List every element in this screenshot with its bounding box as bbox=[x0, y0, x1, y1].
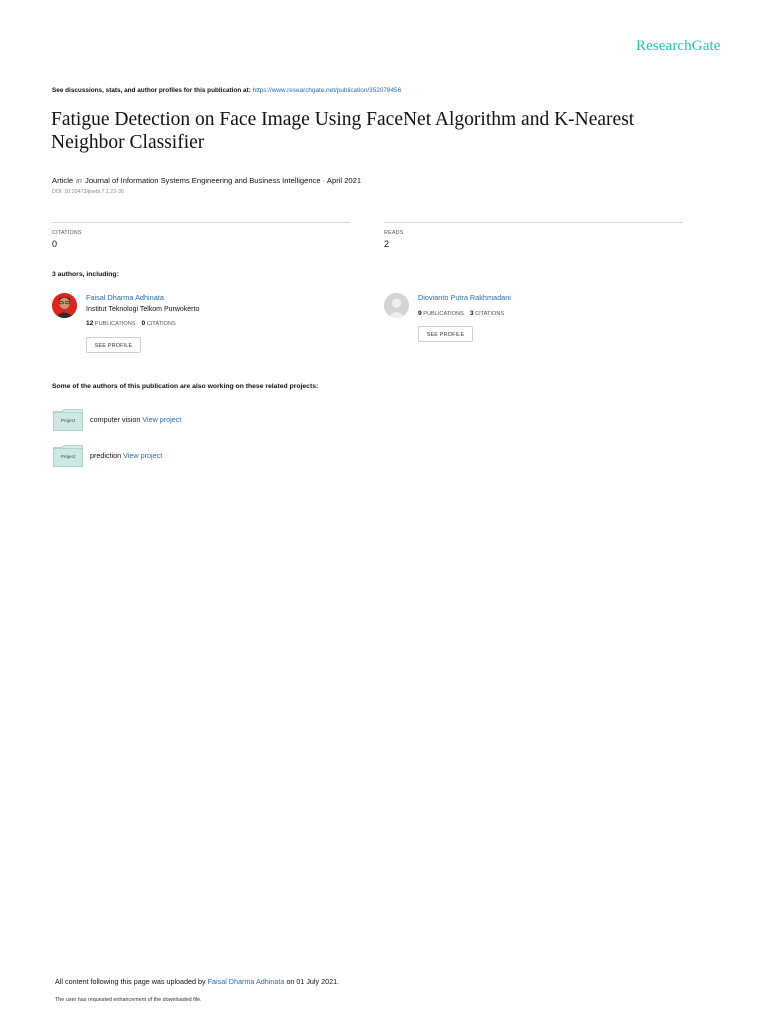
author-publications-count: 12 bbox=[86, 320, 94, 327]
author-photo-icon bbox=[52, 293, 77, 318]
author-publications-label: PUBLICATIONS bbox=[94, 321, 136, 327]
journal-venue-date: Journal of Information Systems Engineering and Business Intelligence · April 2021 bbox=[85, 176, 362, 185]
article-type: Article bbox=[52, 176, 74, 185]
citations-value: 0 bbox=[52, 239, 58, 249]
author-stats bbox=[86, 320, 176, 327]
author-citations-label: CITATIONS bbox=[475, 311, 505, 317]
view-project-link[interactable]: View project bbox=[123, 451, 163, 460]
article-in-word: in bbox=[76, 176, 83, 185]
author-citations-count: 0 bbox=[141, 320, 146, 327]
related-projects-heading: Some of the authors of this publication are also working on these related projects: bbox=[52, 383, 319, 390]
project-badge-text: Project bbox=[60, 454, 76, 459]
project-name: prediction bbox=[90, 451, 122, 460]
upload-info-line bbox=[55, 977, 339, 986]
author-stats bbox=[418, 310, 504, 317]
project-folder-icon[interactable] bbox=[53, 409, 83, 431]
reads-divider bbox=[384, 222, 683, 223]
doi-text: DOI: 10.20473/jisebi.7.1.22-30 bbox=[52, 189, 124, 195]
author-citations-label: CITATIONS bbox=[146, 321, 176, 327]
project-badge-text: Project bbox=[60, 418, 76, 423]
uploader-link[interactable]: Faisal Dharma Adhinata bbox=[207, 977, 285, 986]
citations-label: CITATIONS bbox=[52, 230, 82, 236]
article-info-line bbox=[52, 176, 361, 185]
upload-prefix: All content following this page was uploaded by bbox=[55, 977, 206, 986]
reads-label: READS bbox=[384, 230, 404, 236]
upload-suffix: on 01 July 2021. bbox=[286, 977, 340, 986]
author-publications-count: 9 bbox=[418, 310, 422, 317]
project-line bbox=[90, 415, 181, 424]
author-name-link[interactable]: Faisal Dharma Adhinata bbox=[86, 293, 164, 302]
default-avatar-icon bbox=[384, 293, 409, 318]
reads-value: 2 bbox=[384, 239, 390, 249]
see-discussions-line bbox=[52, 87, 401, 94]
enhancement-note: The user has requested enhancement of the downloaded file. bbox=[55, 997, 202, 1003]
see-profile-button[interactable]: SEE PROFILE bbox=[86, 337, 141, 353]
publication-title: Fatigue Detection on Face Image Using FaceNet Algorithm and K-Nearest Neighbor Classifier bbox=[51, 109, 635, 153]
project-name: computer vision bbox=[90, 415, 141, 424]
author-avatar[interactable] bbox=[52, 293, 77, 318]
authors-heading: 3 authors, including: bbox=[52, 271, 119, 278]
citations-divider bbox=[52, 222, 350, 223]
author-name-link[interactable]: Diovianto Putra Rakhmadani bbox=[418, 293, 511, 302]
author-institution: Institut Teknologi Telkom Purwokerto bbox=[86, 306, 200, 313]
author-publications-label: PUBLICATIONS bbox=[423, 311, 464, 317]
see-profile-button[interactable]: SEE PROFILE bbox=[418, 326, 473, 342]
view-project-link[interactable]: View project bbox=[142, 415, 182, 424]
see-discussions-text: See discussions, stats, and author profiles for this publication at: bbox=[52, 87, 251, 94]
author-avatar[interactable] bbox=[384, 293, 409, 318]
author-citations-count: 3 bbox=[469, 310, 474, 317]
project-folder-icon[interactable] bbox=[53, 445, 83, 467]
researchgate-logo[interactable]: ResearchGate bbox=[636, 38, 721, 54]
project-line bbox=[90, 451, 162, 460]
publication-url-link[interactable]: https://www.researchgate.net/publication/352078456 bbox=[252, 87, 402, 94]
